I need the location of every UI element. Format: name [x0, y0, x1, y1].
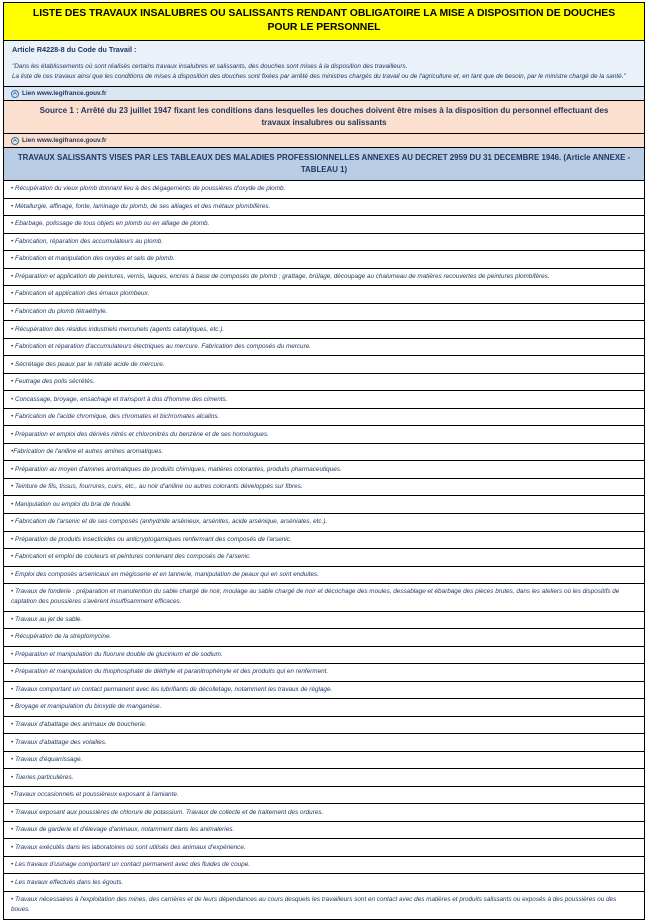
link-icon [11, 90, 19, 98]
list-item: • Récupération des résidus industriels mercuriels (agents catalytiques, etc.). [3, 320, 645, 339]
link-icon [11, 137, 19, 145]
list-item: • Travaux au jet de sable. [3, 611, 645, 630]
list-item: •Fabrication de l'aniline et autres amines aromatiques. [3, 443, 645, 462]
article-heading: Article R4228-8 du Code du Travail : [4, 41, 644, 58]
list-item: • Fabrication et application des émaux plombeux. [3, 285, 645, 304]
list-item: • Feutrage des poils sécrétés. [3, 373, 645, 392]
list-item: • Tueries particulières. [3, 768, 645, 787]
list-item: • Fabrication du plomb tétraéthyle. [3, 303, 645, 322]
list-item: • Fabrication et manipulation des oxydes et sels de plomb. [3, 250, 645, 269]
list-item: • Préparation de produits insecticides ou anticryptogamiques renfermant des composés de l'arsenic. [3, 531, 645, 550]
section-header: TRAVAUX SALISSANTS VISES PAR LES TABLEAUX DES MALADIES PROFESSIONNELLES ANNEXES AU DECRET 2959 DU 31 DECEMBRE 1946. (Article ANNEXE - TABLEAU 1) [3, 147, 645, 181]
list-item: • Fabrication et réparation d'accumulateurs électriques au mercure. Fabrication des composés du mercure. [3, 338, 645, 357]
list-item: • Fabrication de l'arsenic et de ses composés (anhydride arsénieux, arsénites, acide arsénique, arséniates, etc.). [3, 513, 645, 532]
list-item: • Travaux exposant aux poussières de chlorure de potassium. Travaux de collecte et de traitement des ordures. [3, 803, 645, 822]
legifrance-link-row-2[interactable] [3, 133, 645, 148]
list-item: • Travaux exécutés dans les laboratoires où sont utilisés des animaux d'expérience. [3, 838, 645, 857]
list-item: • Préparation et emploi des dérivés nitrés et chloronitrés du benzène et de ses homologues. [3, 425, 645, 444]
list-item: • Concassage, broyage, ensachage et transport à dos d'homme des ciments. [3, 390, 645, 409]
list-item: • Métallurgie, affinage, fonte, laminage du plomb, de ses alliages et des métaux plombifères. [3, 198, 645, 217]
list-item: • Emploi des composés arsenicaux en mégisserie et en tannerie, manipulation de peaux qui en sont enduites. [3, 566, 645, 585]
list-item: • Travaux d'abattage des animaux de boucherie. [3, 716, 645, 735]
article-quote [4, 59, 644, 87]
source-banner: Source 1 : Arrêté du 23 juillet 1947 fixant les conditions dans lesquelles les douches doivent être mises à la disposition du personnel effectuant des travaux insalubres ou salissants [3, 100, 645, 134]
legifrance-link-row-1[interactable] [3, 86, 645, 101]
list-item: • Travaux d'abattage des volailles. [3, 733, 645, 752]
list-item: • Récupération du vieux plomb donnant lieu à des dégagements de poussières d'oxyde de plomb. [3, 180, 645, 199]
list-item: • Sécrétage des peaux par le nitrate acide de mercure. [3, 355, 645, 374]
list-item: • Fabrication et emploi de couleurs et peintures contenant des composés de l'arsenic. [3, 548, 645, 567]
list-item: • Travaux comportant un contact permanent avec les lubrifiants de décolletage, notamment les travaux de réglage. [3, 681, 645, 700]
legifrance-link-label: Lien www.legifrance.gouv.fr [22, 89, 107, 97]
list-item: • Manipulation ou emploi du brai de houille. [3, 495, 645, 514]
article-block [3, 40, 645, 87]
list-item: • Teinture de fils, tissus, fourrures, cuirs, etc., au noir d'aniline ou autres colorants développés sur fibres. [3, 478, 645, 497]
article-paragraph: La liste de ces travaux ainsi que les conditions de mises à disposition des douches sont fixées par arrêté des ministres chargés du travail ou de l'agriculture et, en tant que de besoin, par le ministre chargé de la santé." [12, 72, 626, 80]
list-item: • Les travaux effectués dans les égouts. [3, 873, 645, 892]
list-item: • Préparation au moyen d'amines aromatiques de produits chimiques, matières colorantes, produits pharmaceutiques. [3, 460, 645, 479]
list-item: • Travaux nécessaires à l'exploitation des mines, des carrières et de leurs dépendances au cours desquels les travailleurs sont en contact avec des matières et produits salissants ou exposés à des poussières ou des boues. [3, 891, 645, 920]
list-item: • Ebarbage, polissage de tous objets en plomb ou en alliage de plomb. [3, 215, 645, 234]
list-item: • Travaux de garderie et d'élevage d'animaux, notamment dans les animaleries. [3, 821, 645, 840]
legifrance-link-label: Lien www.legifrance.gouv.fr [22, 136, 107, 144]
list-item: • Broyage et manipulation du bioxyde de manganèse. [3, 698, 645, 717]
list-item: • Préparation et manipulation du fluorure double de glucinium et de sodium. [3, 646, 645, 665]
article-paragraph: "Dans les établissements où sont réalisés certains travaux insalubres et salissants, des douches sont mises à la disposition des travailleurs. [12, 62, 408, 70]
list-item: • Fabrication, réparation des accumulateurs au plomb. [3, 233, 645, 252]
list-item: • Les travaux d'usinage comportant un contact permanent avec des fluides de coupe. [3, 856, 645, 875]
list-item: •Travaux occasionnels et poussiéreux exposant à l'amiante. [3, 786, 645, 805]
page-title: LISTE DES TRAVAUX INSALUBRES OU SALISSANTS RENDANT OBLIGATOIRE LA MISE A DISPOSITION DE DOUCHES POUR LE PERSONNEL [3, 2, 645, 41]
list-item: • Fabrication de l'acide chromique, des chromates et bichromates alcalins. [3, 408, 645, 427]
list-item: • Préparation et manipulation du thiophosphate de diéthyle et paranitrophényle et des produits qui en renferment. [3, 663, 645, 682]
list-item: • Travaux de fonderie : préparation et manutention du sable chargé de noir, moulage au sable chargé de noir et décochage des moules, dessablage et ébarbage des pièces brutes, dans les ateliers où les dispositifs de captation des poussières s'avèrent insuffisamment efficaces. [3, 583, 645, 612]
list-item: • Travaux d'équarrissage. [3, 751, 645, 770]
travaux-list [3, 180, 645, 919]
list-item: • Préparation et application de peintures, vernis, laques, encres à base de composés de plomb ; grattage, brûlage, découpage au chalumeau de matières recouvertes de peintures plombifères. [3, 268, 645, 287]
list-item: • Récupération de la streptomycine. [3, 628, 645, 647]
